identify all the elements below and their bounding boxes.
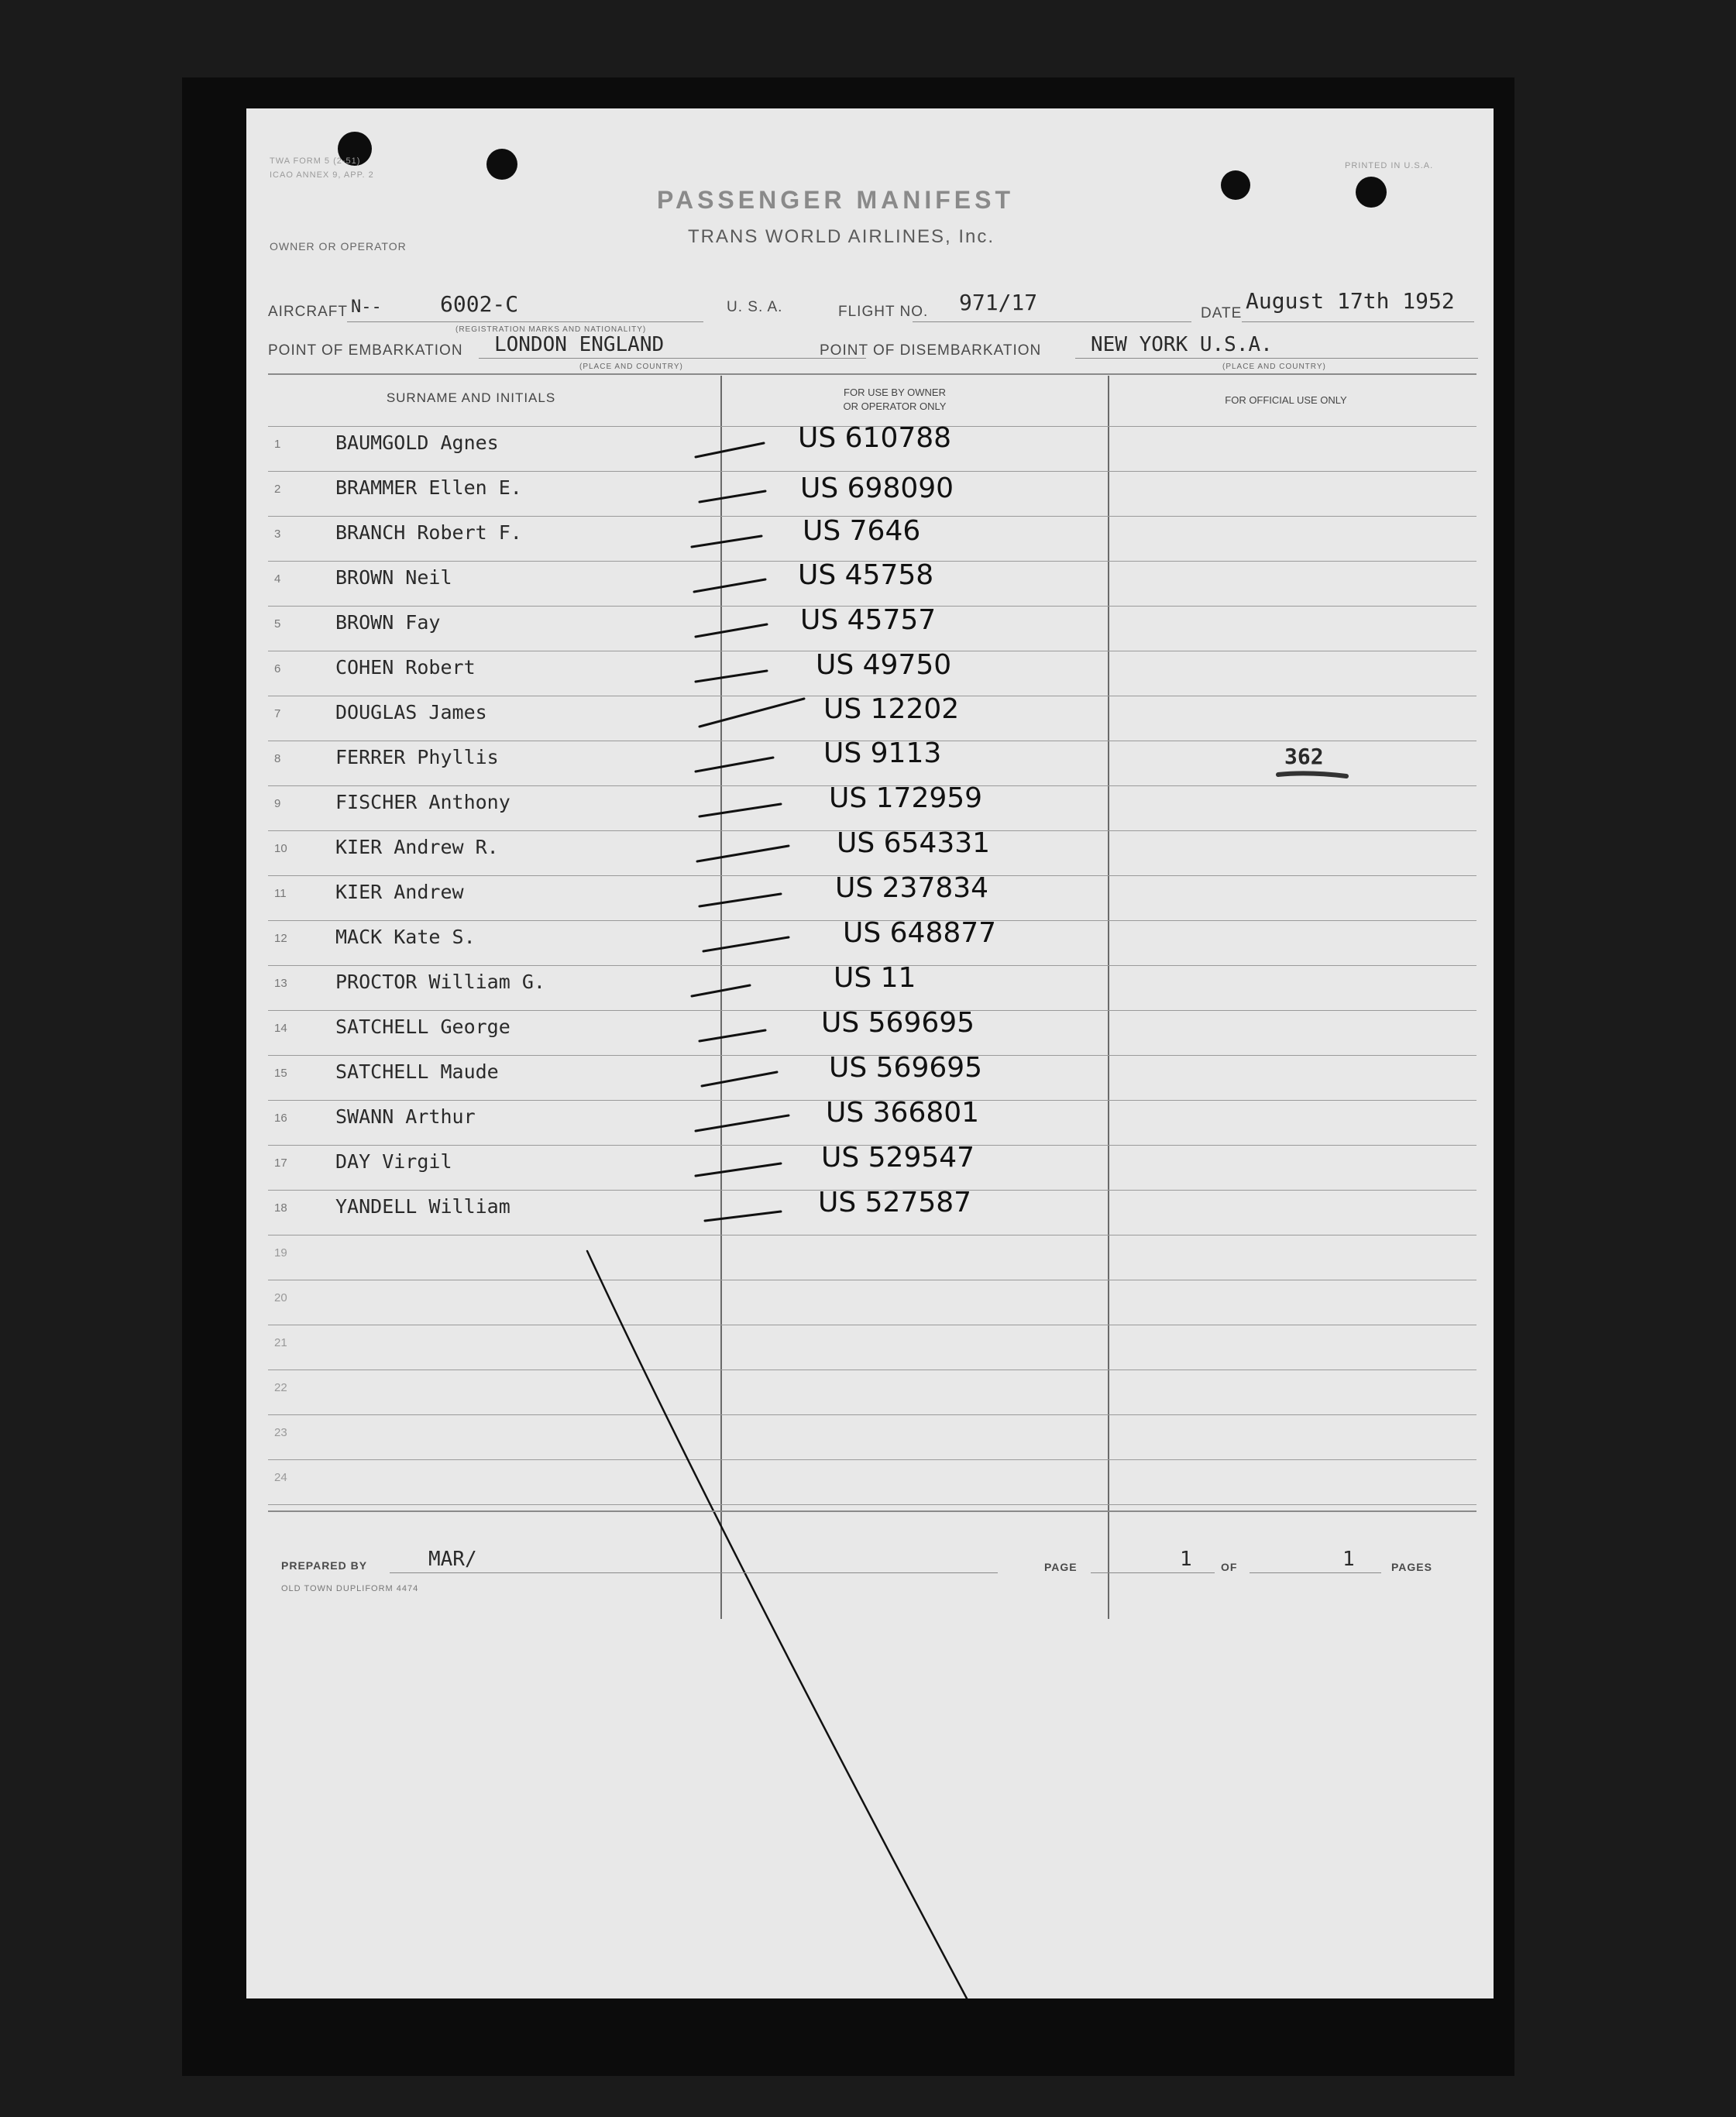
owner-label: OWNER OR OPERATOR: [270, 240, 407, 253]
passport-number: US 654331: [837, 827, 991, 859]
passport-number: US 527587: [818, 1187, 972, 1218]
passenger-name: FERRER Phyllis: [335, 746, 499, 768]
prepared-underline: [390, 1572, 998, 1573]
row-number: 14: [274, 1022, 287, 1035]
row-number: 3: [274, 528, 281, 541]
col-owner-line2: OR OPERATOR ONLY: [843, 400, 947, 412]
passenger-name: DOUGLAS James: [335, 701, 487, 723]
passport-number: US 172959: [829, 782, 983, 814]
row-number: 22: [274, 1381, 287, 1394]
tick-mark: [700, 804, 781, 816]
row-number: 10: [274, 842, 287, 855]
date-value: August 17th 1952: [1246, 288, 1455, 314]
tick-mark: [700, 1030, 765, 1041]
row-number: 11: [274, 887, 287, 900]
aircraft-value: 6002-C: [440, 291, 519, 317]
row-number: 24: [274, 1471, 287, 1484]
passenger-name: FISCHER Anthony: [335, 791, 510, 813]
col-owner-line1: FOR USE BY OWNER: [844, 387, 946, 398]
passport-number: US 529547: [821, 1142, 975, 1174]
passenger-name: BROWN Fay: [335, 611, 441, 634]
row-number: 4: [274, 572, 281, 586]
row-number: 15: [274, 1067, 287, 1080]
passport-number: US 9113: [823, 737, 942, 769]
prepared-value: MAR/: [428, 1548, 477, 1571]
icao-annex: ICAO ANNEX 9, APP. 2: [270, 170, 374, 180]
passenger-name: SATCHELL George: [335, 1016, 510, 1038]
passport-number: US 237834: [835, 872, 989, 904]
footer-rule: [268, 1510, 1476, 1512]
page-label: PAGE: [1044, 1561, 1078, 1573]
passenger-name: YANDELL William: [335, 1195, 510, 1218]
passport-number: US 45758: [798, 559, 934, 591]
page-title: PASSENGER MANIFEST: [657, 186, 1014, 214]
tick-mark: [702, 1072, 777, 1086]
row-number: 16: [274, 1112, 287, 1125]
tick-mark: [696, 758, 773, 772]
official-entry: 362: [1284, 744, 1324, 769]
passport-number: US 569695: [821, 1007, 975, 1039]
airline-name: TRANS WORLD AIRLINES, Inc.: [688, 226, 995, 247]
disembark-value: NEW YORK U.S.A.: [1091, 333, 1273, 356]
row-number: 13: [274, 977, 287, 990]
tick-mark: [705, 1211, 781, 1221]
passport-number: US 7646: [803, 515, 921, 547]
strike-line: [587, 1251, 967, 1998]
flight-value: 971/17: [959, 290, 1038, 315]
embark-value: LONDON ENGLAND: [494, 333, 665, 356]
date-label: DATE: [1201, 305, 1243, 321]
tick-mark: [696, 624, 767, 637]
prepared-label: PREPARED BY: [281, 1559, 368, 1572]
tick-mark: [697, 846, 789, 861]
passport-number: US 698090: [800, 473, 954, 504]
tick-mark: [694, 579, 765, 592]
of-label: OF: [1221, 1561, 1238, 1573]
printed-in: PRINTED IN U.S.A.: [1345, 161, 1434, 170]
passport-number: US 49750: [816, 649, 952, 681]
col-surname: SURNAME AND INITIALS: [386, 390, 556, 405]
passenger-name: BRANCH Robert F.: [335, 521, 522, 544]
passenger-name: MACK Kate S.: [335, 926, 476, 948]
row-number: 5: [274, 617, 281, 631]
manifest-sheet: [246, 108, 1494, 1998]
registration-note: (REGISTRATION MARKS AND NATIONALITY): [455, 325, 647, 334]
passport-number: US 366801: [826, 1097, 980, 1129]
row-number: 2: [274, 483, 281, 496]
aircraft-label: AIRCRAFT: [268, 304, 348, 320]
row-number: 19: [274, 1246, 287, 1260]
tick-mark: [696, 1115, 789, 1131]
pages-underline: [1250, 1572, 1381, 1573]
passport-number: US 648877: [843, 917, 997, 949]
official-underline: [1278, 773, 1346, 776]
passenger-name: SATCHELL Maude: [335, 1060, 499, 1083]
disembark-label: POINT OF DISEMBARKATION: [820, 342, 1042, 359]
passenger-name: BROWN Neil: [335, 566, 452, 589]
row-number: 12: [274, 932, 287, 945]
pages-value: 1: [1342, 1548, 1355, 1571]
passenger-name: DAY Virgil: [335, 1150, 452, 1173]
place-note-embark: (PLACE AND COUNTRY): [579, 363, 683, 371]
passenger-name: SWANN Arthur: [335, 1105, 476, 1128]
handwriting-marks: [246, 108, 1494, 1998]
tick-mark: [692, 985, 750, 996]
page-value: 1: [1180, 1548, 1192, 1571]
passenger-name: KIER Andrew R.: [335, 836, 499, 858]
row-number: 1: [274, 438, 281, 451]
row-number: 6: [274, 662, 281, 675]
place-note-disembark: (PLACE AND COUNTRY): [1222, 363, 1326, 371]
country-code: U. S. A.: [727, 299, 783, 315]
tick-mark: [692, 536, 761, 547]
tick-mark: [696, 671, 767, 682]
tick-mark: [700, 491, 765, 502]
passport-number: US 11: [834, 962, 916, 994]
row-number: 7: [274, 707, 281, 720]
passenger-name: BRAMMER Ellen E.: [335, 476, 522, 499]
passport-number: US 610788: [798, 422, 952, 454]
row-number: 20: [274, 1291, 287, 1304]
tick-mark: [703, 937, 789, 951]
passenger-name: KIER Andrew: [335, 881, 464, 903]
passport-number: US 45757: [800, 604, 937, 636]
tick-mark: [696, 443, 764, 457]
passenger-name: BAUMGOLD Agnes: [335, 431, 499, 454]
flight-label: FLIGHT NO.: [838, 304, 929, 320]
tick-mark: [696, 1163, 781, 1176]
row-number: 23: [274, 1426, 287, 1439]
tick-mark: [700, 699, 804, 727]
row-number: 17: [274, 1156, 287, 1170]
row-number: 9: [274, 797, 281, 810]
passenger-name: COHEN Robert: [335, 656, 476, 679]
form-number: TWA FORM 5 (2-51): [270, 156, 361, 166]
col-official: FOR OFFICIAL USE ONLY: [1225, 394, 1347, 406]
embark-label: POINT OF EMBARKATION: [268, 342, 463, 359]
aircraft-prefix: N--: [351, 297, 382, 317]
row-number: 18: [274, 1201, 287, 1215]
row-number: 8: [274, 752, 281, 765]
passport-number: US 569695: [829, 1052, 983, 1084]
row-number: 21: [274, 1336, 287, 1349]
printer-note: OLD TOWN DUPLIFORM 4474: [281, 1584, 419, 1593]
passport-number: US 12202: [823, 693, 960, 725]
tick-mark: [700, 894, 781, 906]
pages-label: PAGES: [1391, 1561, 1432, 1573]
passenger-name: PROCTOR William G.: [335, 971, 545, 993]
page-underline: [1091, 1572, 1215, 1573]
